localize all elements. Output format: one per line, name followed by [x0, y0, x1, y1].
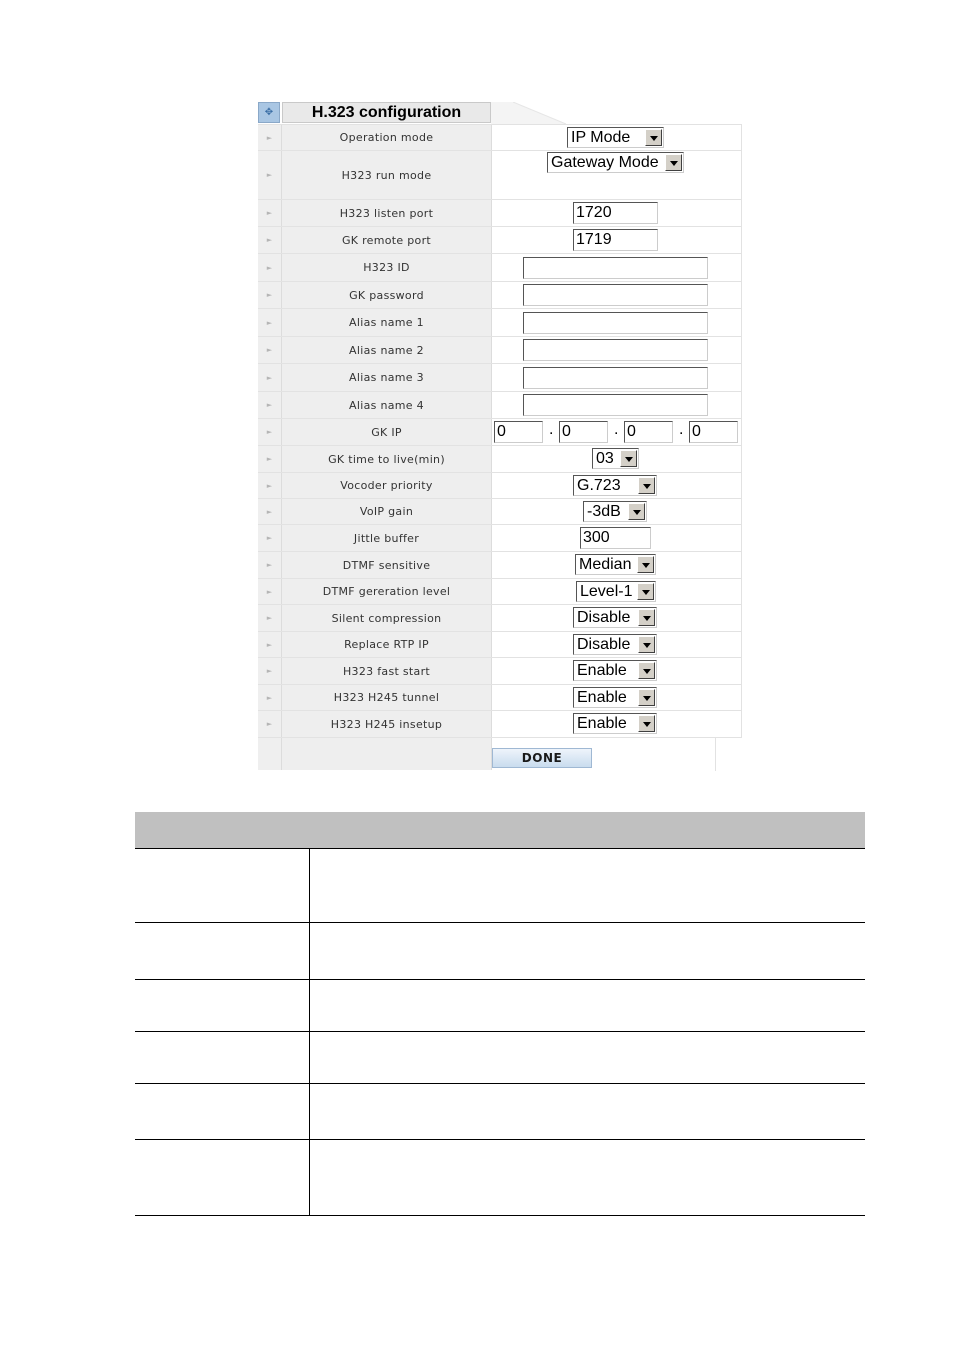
gk-remote-port-input[interactable]: 1719 [573, 229, 658, 251]
row-label: H323 run mode [282, 151, 492, 199]
row-arrow-icon: ► [258, 364, 282, 391]
config-row-dtmf-gereration-level [258, 578, 742, 604]
gk-time-to-live-min-select[interactable] [592, 448, 639, 469]
ip-separator: . [614, 421, 619, 438]
config-row-dtmf-sensitive [258, 551, 742, 578]
gk-ip-octet-2-input[interactable]: 0 [559, 421, 608, 443]
config-row-h323-h245-insetup [258, 710, 742, 737]
config-row-gk-remote-port [258, 226, 742, 253]
row-arrow-icon: ► [258, 125, 282, 150]
ip-separator: . [549, 421, 554, 438]
config-row-voip-gain [258, 498, 742, 524]
gk-ip-octet-3-input[interactable]: 0 [624, 421, 673, 443]
description-field-cell [135, 1032, 310, 1083]
select-value: Enable [577, 662, 627, 679]
select-value: Level-1 [580, 583, 633, 600]
config-row-gk-ip [258, 418, 742, 445]
select-value: Enable [577, 715, 627, 732]
panel-expand-icon[interactable]: ✥ [258, 102, 280, 123]
gk-ip-octet-1-input[interactable]: 0 [494, 421, 543, 443]
description-field-cell [135, 1084, 310, 1139]
row-label: Alias name 2 [282, 337, 492, 363]
header-tab-shape [491, 102, 742, 124]
alias-name-3-input[interactable] [523, 367, 708, 389]
chevron-down-icon[interactable] [665, 154, 682, 171]
description-row [135, 980, 865, 1032]
config-row-gk-time-to-live-min [258, 445, 742, 472]
config-row-silent-compression [258, 604, 742, 631]
row-label: DTMF sensitive [282, 552, 492, 578]
select-value: Disable [577, 609, 631, 626]
description-row [135, 1140, 865, 1216]
config-row-alias-name-2 [258, 336, 742, 363]
description-field-cell [135, 1140, 310, 1215]
row-label: H323 fast start [282, 658, 492, 684]
select-value: 03 [596, 450, 614, 467]
description-row [135, 1084, 865, 1140]
row-label: Vocoder priority [282, 473, 492, 498]
vocoder-priority-select[interactable] [573, 475, 657, 496]
row-label: GK password [282, 282, 492, 308]
voip-gain-select[interactable] [583, 501, 647, 522]
chevron-down-icon[interactable] [638, 477, 655, 494]
chevron-down-icon[interactable] [638, 636, 655, 653]
description-text-cell [310, 849, 865, 922]
config-row-replace-rtp-ip [258, 631, 742, 657]
chevron-down-icon[interactable] [620, 450, 637, 467]
row-label: GK IP [282, 419, 492, 445]
jittle-buffer-input[interactable]: 300 [580, 527, 651, 549]
h323-id-input[interactable] [523, 257, 708, 279]
row-arrow-icon: ► [258, 685, 282, 710]
gk-ip-octet-4-input[interactable]: 0 [689, 421, 738, 443]
row-arrow-icon: ► [258, 658, 282, 684]
description-text-cell [310, 1084, 865, 1139]
row-label: DTMF gereration level [282, 579, 492, 604]
h323-listen-port-input[interactable]: 1720 [573, 202, 658, 224]
config-row-h323-fast-start [258, 657, 742, 684]
chevron-down-icon[interactable] [628, 503, 645, 520]
description-text-cell [310, 923, 865, 979]
description-field-cell [135, 923, 310, 979]
chevron-down-icon[interactable] [637, 583, 654, 600]
h323-fast-start-select[interactable] [573, 660, 657, 681]
description-row [135, 1032, 865, 1084]
config-row-h323-run-mode [258, 150, 742, 199]
select-value: Median [579, 556, 632, 573]
select-value: Disable [577, 636, 631, 653]
operation-mode-select[interactable] [567, 127, 664, 148]
config-row-alias-name-4 [258, 391, 742, 418]
row-arrow-icon: ► [258, 499, 282, 524]
chevron-down-icon[interactable] [638, 689, 655, 706]
gk-password-input[interactable] [523, 284, 708, 306]
row-arrow-icon: ► [258, 711, 282, 737]
chevron-down-icon[interactable] [637, 556, 654, 573]
row-label: Alias name 4 [282, 392, 492, 418]
done-button[interactable]: DONE [492, 748, 592, 768]
description-field-cell [135, 849, 310, 922]
replace-rtp-ip-select[interactable] [573, 634, 657, 655]
description-row [135, 923, 865, 980]
description-row [135, 849, 865, 923]
h323-h245-insetup-select[interactable] [573, 713, 657, 734]
row-arrow-icon: ► [258, 282, 282, 308]
alias-name-2-input[interactable] [523, 339, 708, 361]
row-arrow-icon: ► [258, 309, 282, 336]
description-table [135, 812, 865, 1216]
row-label: Alias name 1 [282, 309, 492, 336]
row-arrow-icon: ► [258, 473, 282, 498]
row-arrow-icon: ► [258, 632, 282, 657]
config-row-jittle-buffer [258, 524, 742, 551]
row-label: H323 listen port [282, 200, 492, 226]
config-row-h323-h245-tunnel [258, 684, 742, 710]
row-label: H323 H245 insetup [282, 711, 492, 737]
config-row-alias-name-3 [258, 363, 742, 391]
config-row-alias-name-1 [258, 308, 742, 336]
row-label: H323 H245 tunnel [282, 685, 492, 710]
done-row [258, 737, 742, 770]
row-arrow-icon: ► [258, 605, 282, 631]
description-field-cell [135, 980, 310, 1031]
config-row-h323-listen-port [258, 199, 742, 226]
description-text-cell [310, 1140, 865, 1215]
description-table-header [135, 812, 865, 849]
row-arrow-icon: ► [258, 579, 282, 604]
config-row-h323-id [258, 253, 742, 281]
chevron-down-icon[interactable] [638, 609, 655, 626]
panel-title: H.323 configuration [282, 102, 491, 123]
select-value: Gateway Mode [551, 154, 659, 171]
config-row-operation-mode [258, 124, 742, 150]
h323-config-panel [258, 102, 742, 770]
panel-header [258, 102, 742, 124]
dtmf-gereration-level-select[interactable] [576, 581, 656, 602]
row-arrow-icon: ► [258, 392, 282, 418]
row-arrow-icon: ► [258, 227, 282, 253]
chevron-down-icon[interactable] [638, 662, 655, 679]
chevron-down-icon[interactable] [645, 129, 662, 146]
select-value: Enable [577, 689, 627, 706]
select-value: IP Mode [571, 129, 631, 146]
row-arrow-icon: ► [258, 446, 282, 472]
description-text-cell [310, 1032, 865, 1083]
row-label: Alias name 3 [282, 364, 492, 391]
chevron-down-icon[interactable] [638, 715, 655, 732]
alias-name-1-input[interactable] [523, 312, 708, 334]
silent-compression-select[interactable] [573, 607, 657, 628]
row-label: Replace RTP IP [282, 632, 492, 657]
row-label: Operation mode [282, 125, 492, 150]
row-arrow-icon: ► [258, 419, 282, 445]
row-arrow-icon: ► [258, 151, 282, 199]
row-arrow-icon: ► [258, 552, 282, 578]
row-label: VoIP gain [282, 499, 492, 524]
dtmf-sensitive-select[interactable] [575, 554, 656, 575]
row-arrow-icon: ► [258, 525, 282, 551]
config-row-gk-password [258, 281, 742, 308]
config-row-vocoder-priority [258, 472, 742, 498]
row-arrow-icon: ► [258, 200, 282, 226]
row-label: GK remote port [282, 227, 492, 253]
ip-separator: . [679, 421, 684, 438]
alias-name-4-input[interactable] [523, 394, 708, 416]
row-arrow-icon: ► [258, 337, 282, 363]
row-label: H323 ID [282, 254, 492, 281]
row-label: Jittle buffer [282, 525, 492, 551]
select-value: G.723 [577, 477, 621, 494]
description-text-cell [310, 980, 865, 1031]
row-label: Silent compression [282, 605, 492, 631]
row-arrow-icon: ► [258, 254, 282, 281]
select-value: -3dB [587, 503, 621, 520]
row-label: GK time to live(min) [282, 446, 492, 472]
h323-run-mode-select[interactable] [547, 152, 684, 173]
h323-h245-tunnel-select[interactable] [573, 687, 657, 708]
